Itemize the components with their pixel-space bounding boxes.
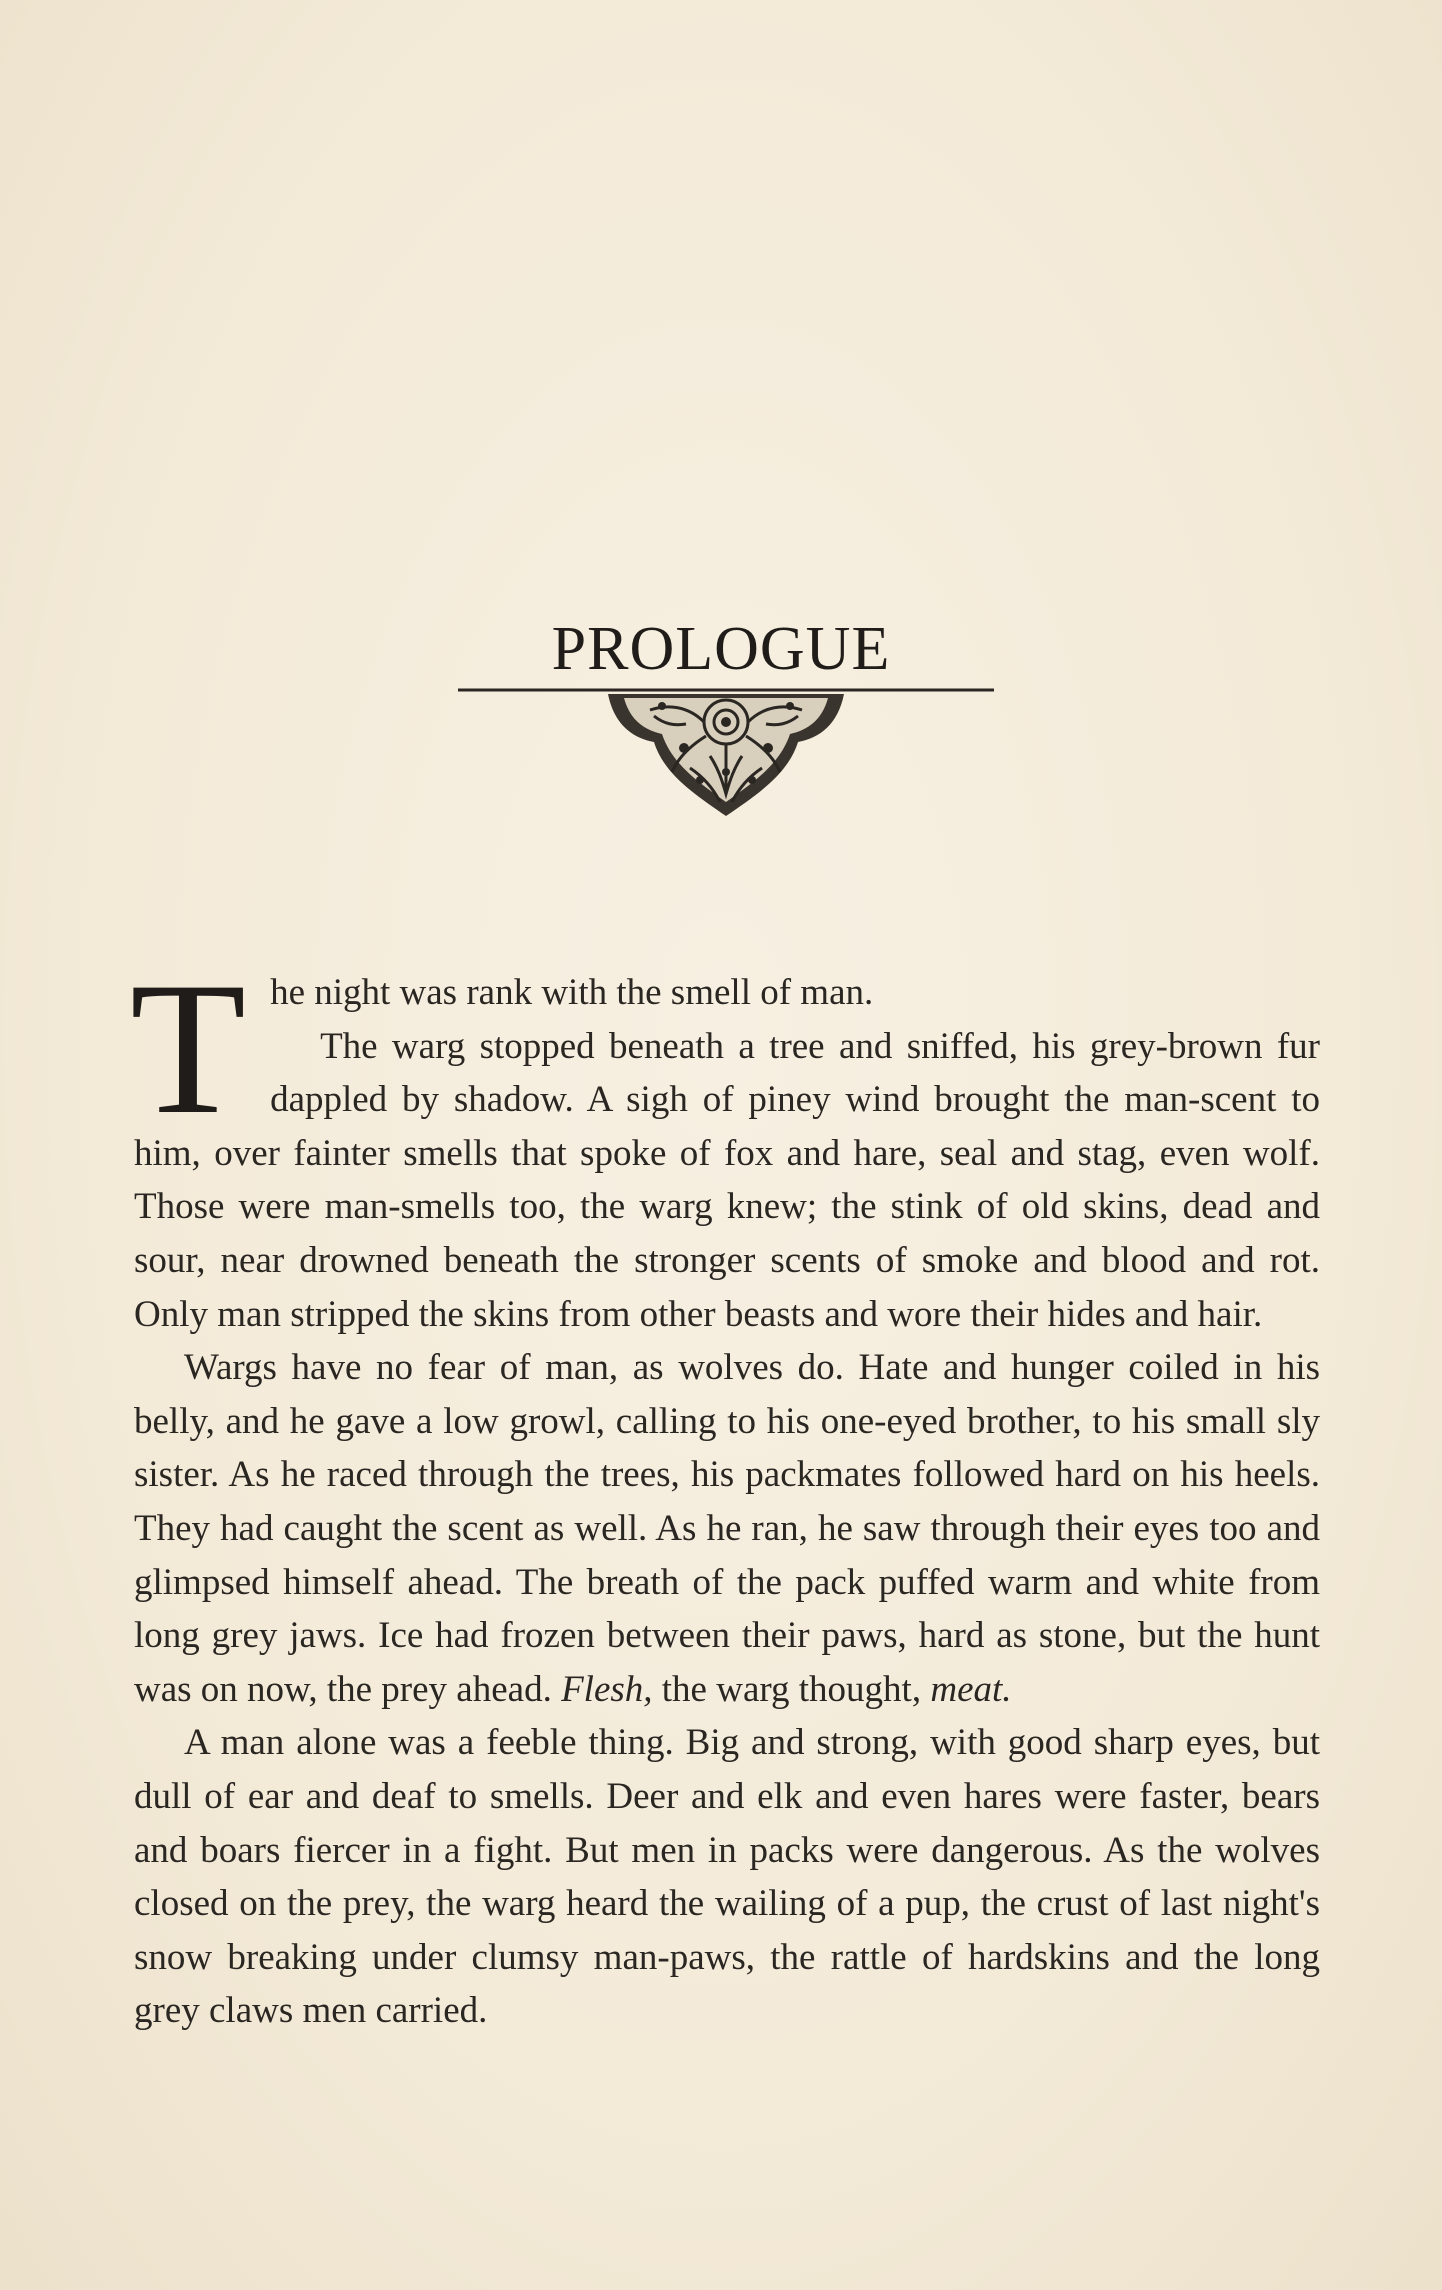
- paragraph-3-text-b: the warg thought,: [661, 1668, 922, 1710]
- chapter-title: PROLOGUE: [551, 614, 891, 683]
- emphasis-flesh: Flesh,: [561, 1668, 653, 1710]
- drop-cap: T: [130, 944, 247, 1154]
- paragraph-4: A man alone was a feeble thing. Big and strong, with good sharp eyes, but dull of ear and deaf to smells. Deer and elk and even hares were faster, bears and boars fiercer in a fight. But men in packs were dangerous. As the wolves closed on the prey, the warg heard the wailing of a pup, the crust of last night's snow breaking under clumsy man-paws, the rattle of hardskins and the long grey claws men carried.: [134, 1722, 1320, 2032]
- paragraph-2: The warg stopped beneath a tree and sniffed, his grey-brown fur dappled by shadow. A sigh of piney wind brought the man-scent to him, over fainter smells that spoke of fox and hare, seal and stag, even wolf. Those were man-smells too, the warg knew; the stink of old skins, dead and sour, near drowned beneath the stronger scents of smoke and blood and rot. Only man stripped the skins from other beasts and wore their hides and hair.: [134, 1025, 1320, 1335]
- paragraph-1: [130, 944, 1320, 1154]
- emphasis-meat: meat.: [930, 1668, 1012, 1710]
- paragraph-1-text: he night was rank with the smell of man.: [270, 972, 874, 1013]
- paragraph-3-text: Wargs have no fear of man, as wolves do. Hate and hunger coiled in his belly, and he gave a low growl, calling to his one-eyed brother, to his small sly sister. As he raced through the trees, his packmates followed hard on his heels. They had caught the scent as well. As he ran, he saw through their eyes too and glimpsed himself ahead. The breath of the pack puffed warm and white from long grey jaws. Ice had frozen between their paws, hard as stone, but the hunt was on now, the prey ahead.: [134, 1347, 1320, 1710]
- floral-medallion-icon: [458, 676, 994, 826]
- prologue-text: [130, 944, 1320, 2038]
- paragraph-3: [134, 1341, 1320, 1716]
